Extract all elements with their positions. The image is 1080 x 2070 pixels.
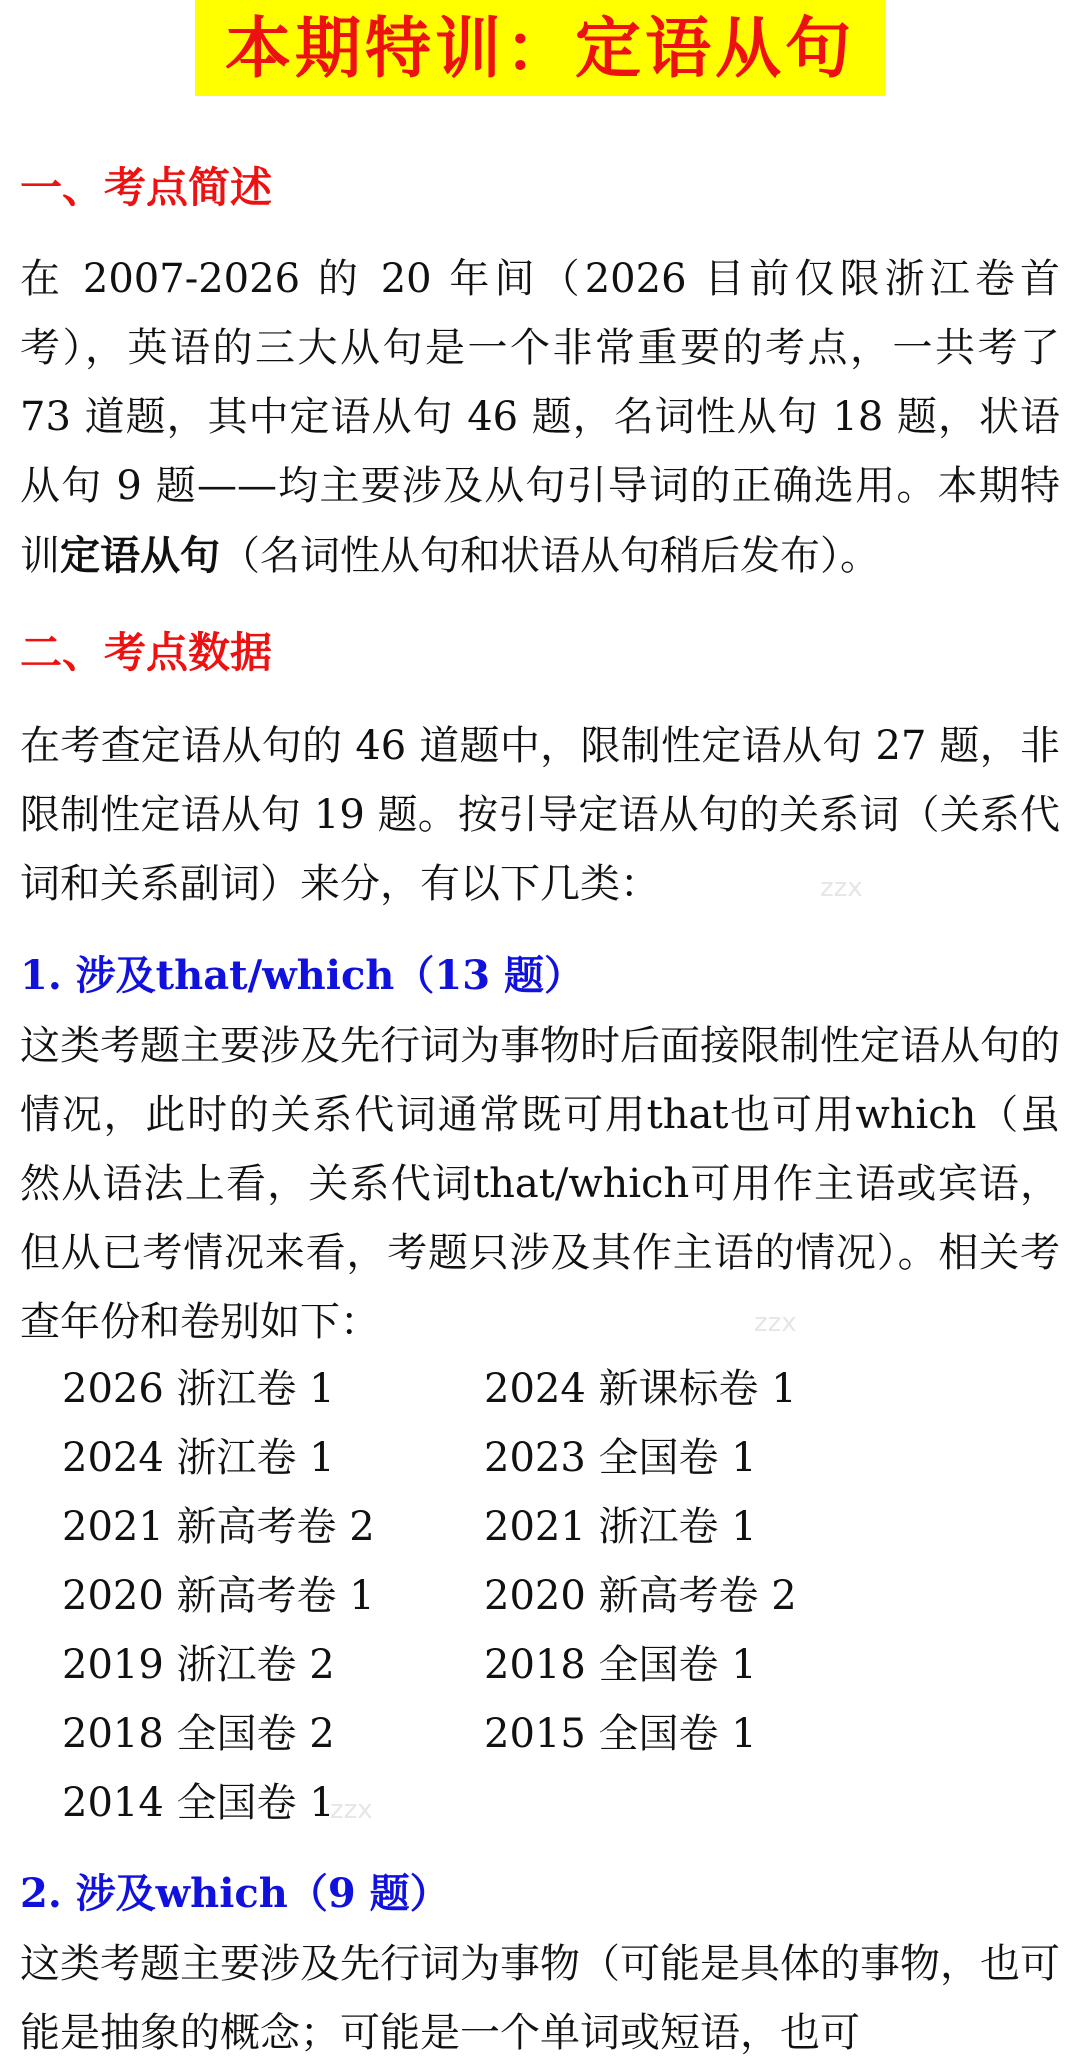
year-item: 2023 全国卷 1 — [484, 1435, 757, 1481]
sub1-heading: 1. 涉及that/which（13 题） — [20, 952, 584, 999]
page-title: 本期特训：定语从句 — [195, 0, 885, 96]
section1-paragraph — [20, 245, 1060, 591]
year-item: 2015 全国卷 1 — [484, 1711, 757, 1757]
year-item: 2026 浙江卷 1 — [62, 1366, 335, 1412]
year-item: 2019 浙江卷 2 — [62, 1642, 335, 1688]
sub1-paragraph: 这类考题主要涉及先行词为事物时后面接限制性定语从句的情况，此时的关系代词通常既可用that也可用which（虽然从语法上看，关系代词that/which可用作主语或宾语，但从已考情况来看，考题只涉及其作主语的情况）。相关考查年份和卷别如下： — [20, 1023, 1060, 1345]
sub2-paragraph: 这类考题主要涉及先行词为事物（可能是具体的事物，也可能是抽象的概念；可能是一个单词或短语，也可 — [20, 1941, 1060, 2056]
section1-text-b: （名词性从句和状语从句稍后发布）。 — [220, 533, 880, 579]
year-item: 2018 全国卷 2 — [62, 1711, 335, 1757]
year-item: 2020 新高考卷 2 — [484, 1573, 797, 1619]
section1-heading: 一、考点简述 — [20, 163, 273, 212]
section1-bold-term: 定语从句 — [60, 532, 220, 579]
watermark: zzx — [820, 873, 863, 903]
section2-paragraph: 在考查定语从句的 46 道题中，限制性定语从句 27 题，非限制性定语从句 19 题。按引导定语从句的关系词（关系代词和关系副词）来分，有以下几类： — [20, 723, 1060, 907]
year-item: 2021 新高考卷 2 — [62, 1504, 375, 1550]
watermark: zzx — [754, 1308, 797, 1338]
year-item: 2018 全国卷 1 — [484, 1642, 757, 1688]
year-item: 2021 浙江卷 1 — [484, 1504, 757, 1550]
section1-text-a: 在 2007-2026 的 20 年间（2026 目前仅限浙江卷首考），英语的三大从句是一个非常重要的考点，一共考了 73 道题，其中定语从句 46 题，名词性从句 18 题，状语从句 9 题——均主要涉及从句引导词的正确选用。本期特训 — [20, 256, 1060, 579]
sub2-heading: 2. 涉及which（9 题） — [20, 1870, 450, 1917]
year-item: 2024 浙江卷 1 — [62, 1435, 335, 1481]
watermark: zzx — [330, 1795, 373, 1825]
year-item: 2020 新高考卷 1 — [62, 1573, 375, 1619]
year-list — [62, 1355, 962, 1838]
year-item: 2014 全国卷 1 — [62, 1780, 335, 1826]
title-banner — [0, 0, 1080, 96]
section2-heading: 二、考点数据 — [20, 628, 273, 677]
year-item: 2024 新课标卷 1 — [484, 1366, 797, 1412]
